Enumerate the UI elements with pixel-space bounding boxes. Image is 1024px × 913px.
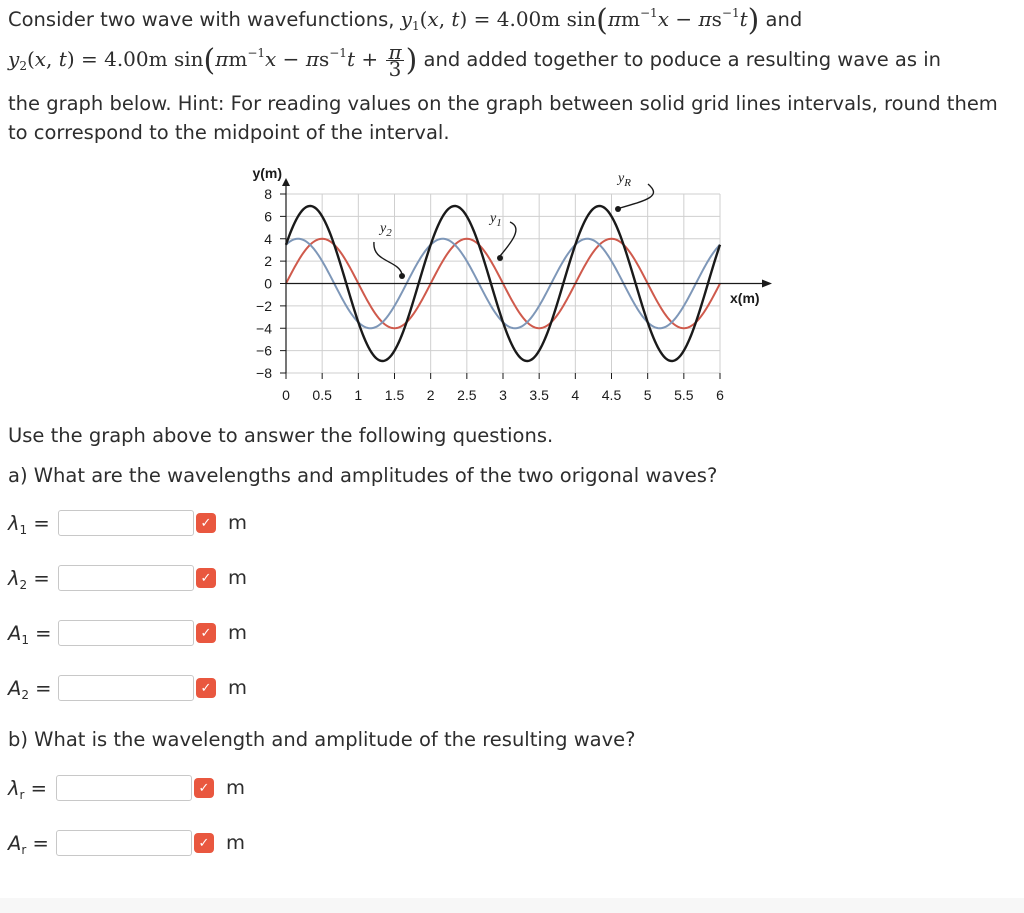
intro-line-3: the graph below. Hint: For reading values on the graph between solid grid lines intervals, round them <box>8 92 998 115</box>
x-tick-label: 1.5 <box>384 387 405 403</box>
check-answer-icon[interactable]: ✓ <box>196 678 216 698</box>
x-tick-label: 3 <box>499 387 507 403</box>
unit-label: m <box>228 566 247 589</box>
y-tick-label: −4 <box>256 320 272 337</box>
answer-input-4[interactable] <box>58 675 194 701</box>
x-tick-label: 2 <box>426 387 435 403</box>
field-label-λ2: $\lambda_2$ = <box>8 567 50 592</box>
check-answer-icon[interactable]: ✓ <box>194 833 214 853</box>
field-label-A2: $A_2$ = <box>8 677 52 702</box>
annotation-arrow-head <box>615 206 621 212</box>
field-label-λ1: $\lambda_1$ = <box>8 512 50 537</box>
x-tick-label: 0.5 <box>312 387 332 403</box>
y-tick-label: 0 <box>264 275 272 292</box>
check-answer-icon[interactable]: ✓ <box>196 513 216 533</box>
check-answer-icon[interactable]: ✓ <box>194 778 214 798</box>
y2-equation: $y_2(x$, t) = 4.00m $\sin(\pi m^{-1}x - \pi s^{-1}t$ + $\frac{\pi}{3}$ ) <box>8 40 418 81</box>
phase-denominator: 3 <box>388 57 402 81</box>
part-b-question: b) What is the wavelength and amplitude of the resulting wave? <box>8 728 636 751</box>
check-answer-icon[interactable]: ✓ <box>196 568 216 588</box>
unit-label: m <box>226 776 245 799</box>
annotation-arrow <box>374 242 402 274</box>
y-tick-label: 8 <box>264 186 272 202</box>
answer-input-3[interactable] <box>58 620 194 646</box>
x-tick-label: 6 <box>716 387 724 403</box>
annotation-yR: $y_R$ <box>618 171 631 189</box>
answer-input-1[interactable] <box>58 510 194 536</box>
unit-label: m <box>228 511 247 534</box>
annotation-arrow-head <box>497 255 503 261</box>
wave-chart <box>0 0 1024 420</box>
answer-input-2[interactable] <box>58 565 194 591</box>
field-label-λr: $\lambda_r$ = <box>8 777 48 802</box>
phase-numerator: π <box>388 40 402 64</box>
x-axis-arrow <box>762 280 772 288</box>
x-axis-title: x(m) <box>730 290 760 306</box>
y-tick-label: −2 <box>256 297 272 314</box>
intro-and: and <box>759 8 803 31</box>
unit-label: m <box>228 676 247 699</box>
x-tick-label: 5 <box>643 387 652 403</box>
y-tick-label: −8 <box>256 365 272 381</box>
intro-text-2: and added together to poduce a resulting wave as in <box>417 48 941 71</box>
check-answer-icon[interactable]: ✓ <box>196 623 216 643</box>
part-a-question: a) What are the wavelengths and amplitudes of the two origonal waves? <box>8 464 718 487</box>
field-label-Ar: $A_r$ = <box>8 832 49 857</box>
unit-label: m <box>228 621 247 644</box>
x-tick-label: 0 <box>282 387 290 403</box>
answer-input-5[interactable] <box>56 775 192 801</box>
y2-amplitude: 4.00m <box>104 47 168 71</box>
intro-line-4: to correspond to the midpoint of the interval. <box>8 121 450 144</box>
x-tick-label: 5.5 <box>674 387 694 403</box>
y1-equation: $y_1(x$, t) = 4.00m $\sin(\pi m^{-1}x - \pi s^{-1}t)$ <box>400 3 760 38</box>
unit-label: m <box>226 831 245 854</box>
x-tick-label: 4.5 <box>601 387 622 403</box>
intro-text-1: Consider two wave with wavefunctions, <box>8 8 401 31</box>
y1-amplitude: 4.00m <box>496 7 561 31</box>
field-label-A1: $A_1$ = <box>8 622 52 647</box>
y-tick-label: 4 <box>264 230 272 247</box>
annotation-y1: $y_1$ <box>490 211 502 229</box>
y-tick-label: −6 <box>256 342 272 359</box>
answer-input-6[interactable] <box>56 830 192 856</box>
annotation-arrow-head <box>399 273 405 279</box>
y-axis-title: y(m) <box>252 165 282 181</box>
page-bottom-edge <box>0 898 1024 913</box>
y-tick-label: 6 <box>264 208 272 225</box>
x-tick-label: 1 <box>354 387 363 403</box>
annotation-y2: $y_2$ <box>380 221 392 239</box>
questions-intro: Use the graph above to answer the following questions. <box>8 424 554 447</box>
y-tick-label: 2 <box>264 253 272 270</box>
x-tick-label: 3.5 <box>529 387 549 403</box>
y-axis-arrow <box>282 178 290 186</box>
x-tick-label: 2.5 <box>457 387 477 403</box>
x-tick-label: 4 <box>571 387 580 403</box>
